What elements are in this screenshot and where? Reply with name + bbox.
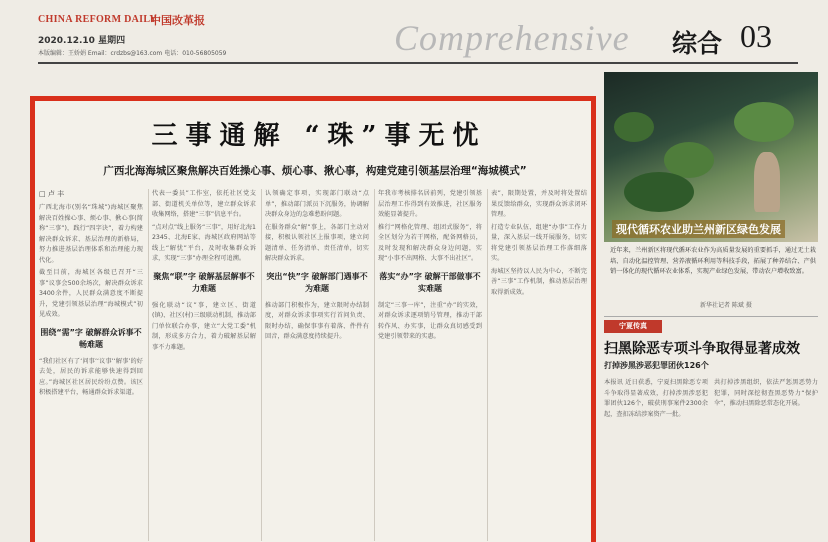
paragraph: 强化联动“议”事，建立区、街道(镇)、社区(村)三级联动机制，推动部门单位联合办事，建立“大党工委”机制，形成多方合力，着力破解基层解事不力难题。 (152, 301, 256, 351)
side-story-column-1 (604, 378, 708, 542)
byline: □ 卢 丰 (39, 190, 65, 198)
paragraph: 认领确定事项，实现部门联动“点单”，推动部门派员下沉服务，协调解决群众身边的急难愁盼问题。 (265, 190, 369, 218)
article-column-5 (491, 189, 587, 541)
side-story-column-2 (714, 378, 818, 542)
paragraph: 推行“网格化管理、组团式服务”，将全区划分为若干网格，配备网格员，及时发现和解决群众身边问题，实现“小事不出网格、大事不出社区”。 (378, 223, 482, 262)
paper-name-cn: 中国改革报 (150, 14, 205, 27)
paragraph: 截至目前，海城区各级已召开“三事”议事会500余场次，解决群众诉求3400余件，人民群众满意度不断提升，党建引领基层治理“海城模式”初见成效。 (39, 269, 143, 318)
column-divider (261, 189, 262, 541)
person-figure (754, 152, 780, 212)
paragraph: 推动部门积极作为，建立限时办结制度，对群众诉求事项实行首问负责、限时办结，确保事事有着落、件件有回音，群众满意度持续提升。 (265, 301, 369, 340)
paragraph: 在服务群众“解”事上，各部门主动对接，积极认领社区上报事项，建立问题清单、任务清单、责任清单，切实解决群众诉求。 (265, 223, 369, 262)
paragraph: 表”，限期处置，并及时将处置结果反馈给群众，实现群众诉求闭环管理。 (491, 190, 587, 218)
greenhouse-photo (604, 72, 818, 242)
paragraph: 广西北海市(别名“珠城”)海城区聚焦解决百姓操心事、烦心事、揪心事(简称“三事”)，践行“四字诀”，着力构建解决群众诉求、基层治理的新格局，努力推进基层治理体系和治理能力现代化。 (39, 204, 143, 264)
paragraph: 海城区坚持以人民为中心，不断完善“三事”工作机制，推动基层治理取得新成效。 (491, 267, 587, 296)
photo-caption: 近年来，兰州新区将现代循环农业作为高质量发展的重要抓手，通过无土栽培、自动化温控管理、营养液循环利用等科技手段，拓展了种养结合、产供销一体化的现代循环农业体系，实现产业绿色发展，带动农户增收致富。 (610, 247, 816, 275)
photo-title: 现代循环农业助兰州新区绿色发展 (612, 220, 785, 238)
paragraph: “我们社区有了‘问事’‘议事’‘解事’的好去处，居民的诉求能够快速得到回应。”海城区社区居民纷纷点赞。该区积极搭建平台，畅通群众诉求渠道。 (39, 357, 143, 396)
editor-line: 本版编辑：王娇娟 Email：crdzbs@163.com 电话：010-56805059 (38, 50, 227, 57)
section-badge: 宁夏传真 (604, 320, 662, 333)
paper-name-en: CHINA REFORM DAILY (38, 14, 157, 25)
issue-date: 2020.12.10 星期四 (38, 36, 126, 46)
section-subtitle: 突出“快”字 破解部门遇事不为难题 (266, 271, 368, 293)
article-column-4 (378, 189, 482, 541)
masthead-rule (38, 62, 798, 64)
section-title-en: Comprehensive (394, 18, 630, 58)
column-divider (487, 189, 488, 541)
paragraph: 年我市考核排名居前列，党建引领基层治理工作得到有效推进，社区服务效能显著提升。 (378, 190, 482, 218)
section-title-cn: 综合 (672, 29, 723, 58)
section-subtitle: 落实“办”字 破解干部做事不实难题 (379, 271, 481, 293)
section-subtitle: 聚焦“联”字 破解基层解事不力难题 (153, 271, 255, 293)
paragraph: 制定“三事一库”，注重“办”的实效，对群众诉求逐项销号管理，推动干部转作风、办实事，让群众真切感受到党建引领带来的实惠。 (378, 301, 482, 340)
side-story-subheadline: 打掉涉黑涉恶犯罪团伙126个 (604, 361, 709, 370)
column-divider (374, 189, 375, 541)
article-subheadline: 广西北海海城区聚焦解决百姓操心事、烦心事、揪心事，构建党建引领基层治理“海城模式” (103, 165, 527, 177)
plant-shape (734, 102, 794, 142)
article-column-2 (152, 189, 256, 541)
sidebar-divider (604, 316, 818, 317)
photo-credit: 新华社记者 陈斌 摄 (700, 302, 752, 309)
article-column-1 (39, 189, 143, 541)
paragraph: 共打掉涉黑组织，依法严惩黑恶势力犯罪，同时深挖彻查黑恶势力“保护伞”，推动扫黑除恶常态化开展。 (714, 379, 818, 407)
section-subtitle: 围绕“需”字 破解群众诉事不畅难题 (40, 327, 142, 349)
article-headline: 三事通解 “珠”事无忧 (151, 121, 487, 151)
paragraph: “点对点”线上服务“三事”，用好北海12345、北海E家、海城区政府网站等线上“解忧”平台，及时收集群众诉求，实现“三事”办理全程可追溯。 (152, 223, 256, 262)
article-column-3 (265, 189, 369, 541)
paragraph: 本报讯 近日获悉，宁夏扫黑除恶专项斗争取得显著成效，打掉涉黑涉恶犯罪团伙126个，破获刑事案件2300余起，查扣冻结涉案资产一批。 (604, 379, 708, 418)
main-article (30, 96, 596, 542)
column-divider (148, 189, 149, 541)
side-story-headline: 扫黑除恶专项斗争取得显著成效 (604, 341, 800, 357)
paragraph: 打造专业队伍，组建“办事”工作力量，深入基层一线开展服务，切实将党建引领基层治理工作落细落实。 (491, 223, 587, 262)
plant-shape (624, 172, 694, 212)
article-columns (39, 189, 587, 541)
paragraph: 代表一委员”工作室，依托社区党支部、街道机关单位等，建立群众诉求收集网络，搭建“三事”信息平台。 (152, 190, 256, 218)
page-number: 03 (740, 18, 772, 54)
plant-shape (614, 112, 654, 142)
